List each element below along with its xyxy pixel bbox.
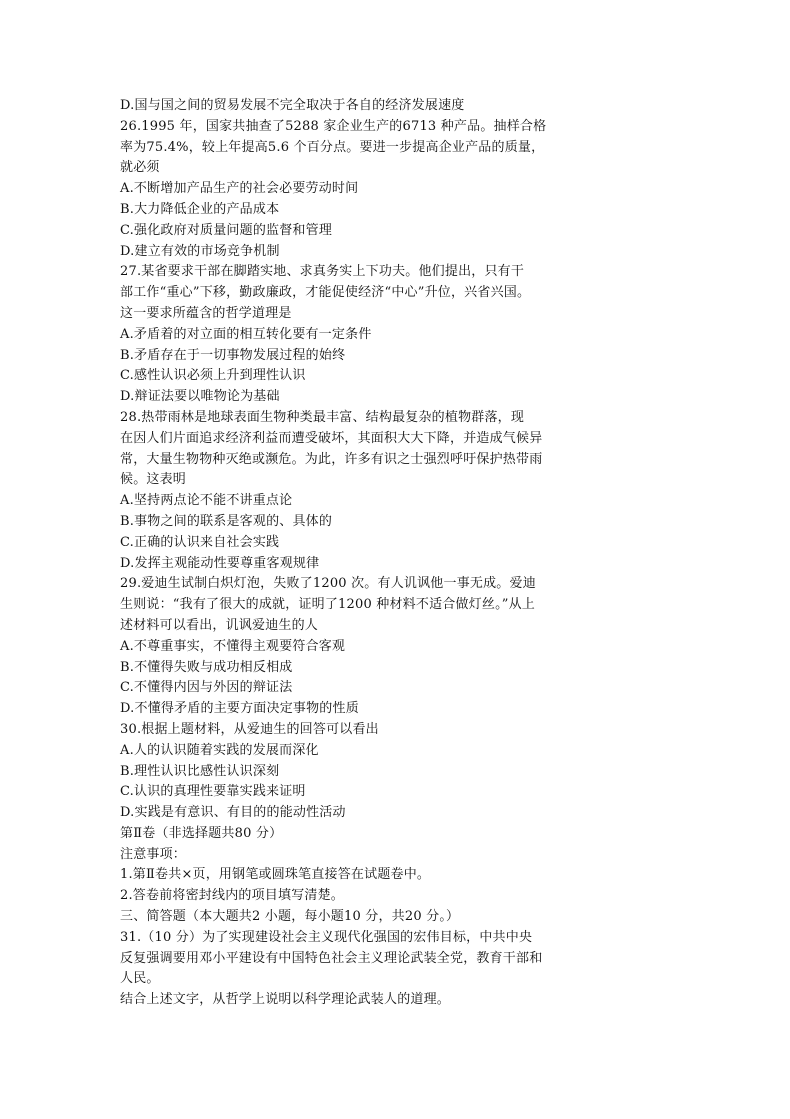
- note-2: 2.答卷前将密封线内的项目填写清楚。: [120, 888, 345, 904]
- note-1: 1.第Ⅱ卷共×页，用钢笔或圆珠笔直接答在试题卷中。: [120, 867, 431, 883]
- question-28-option-c: C.正确的认识来自社会实践: [120, 534, 280, 550]
- question-31-prompt: 结合上述文字，从哲学上说明以科学理论武装人的道理。: [120, 992, 451, 1008]
- question-27-option-d: D.辩证法要以唯物论为基础: [120, 389, 280, 405]
- question-29-stem-cont: 生则说：“我有了很大的成就，证明了1200 种材料不适合做灯丝。”从上: [120, 597, 536, 613]
- question-26-option-d: D.建立有效的市场竞争机制: [120, 243, 280, 259]
- document-page: [120, 96, 600, 1011]
- question-26-stem: 26.1995 年，国家共抽查了5288 家企业生产的6713 种产品。抽样合格: [120, 118, 547, 134]
- section-2-heading: 第Ⅱ卷（非选择题共80 分）: [120, 825, 283, 841]
- question-28-option-a: A.坚持两点论不能不讲重点论: [120, 493, 293, 509]
- question-27-option-a: A.矛盾着的对立面的相互转化要有一定条件: [120, 326, 372, 342]
- question-26-option-a: A.不断增加产品生产的社会必要劳动时间: [120, 181, 359, 197]
- question-28-option-d: D.发挥主观能动性要尊重客观规律: [120, 555, 320, 571]
- question-28-stem-end: 候。这表明: [120, 472, 187, 488]
- question-28-stem: 28.热带雨林是地球表面生物种类最丰富、结构最复杂的植物群落，现: [120, 409, 525, 425]
- short-answer-heading: 三、简答题（本大题共2 小题，每小题10 分，共20 分。）: [120, 909, 460, 925]
- question-29-option-d: D.不懂得矛盾的主要方面决定事物的性质: [120, 701, 359, 717]
- question-30-option-b: B.理性认识比感性认识深刻: [120, 763, 280, 779]
- question-29-option-b: B.不懂得失败与成功相反相成: [120, 659, 293, 675]
- question-30-option-d: D.实践是有意识、有目的的能动性活动: [120, 805, 346, 821]
- question-28-stem-cont-2: 常，大量生物物种灭绝或濒危。为此，许多有识之士强烈呼吁保护热带雨: [120, 451, 543, 467]
- question-28-option-b: B.事物之间的联系是客观的、具体的: [120, 513, 333, 529]
- notes-heading: 注意事项：: [120, 846, 187, 862]
- question-29-stem: 29.爱迪生试制白炽灯泡，失败了1200 次。有人讥讽他一事无成。爱迪: [120, 576, 536, 592]
- question-27-option-b: B.矛盾存在于一切事物发展过程的始终: [120, 347, 346, 363]
- question-27-stem-cont: 部工作“重心”下移，勤政廉政，才能促使经济“中心”升位，兴省兴国。: [120, 285, 531, 301]
- question-29-stem-end: 述材料可以看出，讥讽爱迪生的人: [120, 617, 319, 633]
- question-26-stem-end: 就必须: [120, 160, 160, 176]
- question-26-option-c: C.强化政府对质量问题的监督和管理: [120, 222, 333, 238]
- question-28-stem-cont-1: 在因人们片面追求经济利益而遭受破坏，其面积大大下降，并造成气候异: [120, 430, 543, 446]
- question-29-option-c: C.不懂得内因与外因的辩证法: [120, 680, 293, 696]
- question-31-stem-cont: 反复强调要用邓小平建设有中国特色社会主义理论武装全党，教育干部和: [120, 950, 543, 966]
- question-27-stem: 27.某省要求干部在脚踏实地、求真务实上下功夫。他们提出，只有干: [120, 264, 525, 280]
- question-30-stem: 30.根据上题材料，从爱迪生的回答可以看出: [120, 721, 379, 737]
- question-30-option-c: C.认识的真理性要靠实践来证明: [120, 784, 306, 800]
- question-30-option-a: A.人的认识随着实践的发展而深化: [120, 742, 319, 758]
- question-26-option-b: B.大力降低企业的产品成本: [120, 201, 280, 217]
- question-27-stem-end: 这一要求所蕴含的哲学道理是: [120, 305, 292, 321]
- question-31-stem: 31.（10 分）为了实现建设社会主义现代化强国的宏伟目标，中共中央: [120, 929, 533, 945]
- question-26-stem-cont: 率为75.4%，较上年提高5.6 个百分点。要进一步提高企业产品的质量，: [120, 139, 545, 155]
- question-31-stem-end: 人民。: [120, 971, 160, 987]
- question-29-option-a: A.不尊重事实，不懂得主观要符合客观: [120, 638, 346, 654]
- option-d-q25: D.国与国之间的贸易发展不完全取决于各自的经济发展速度: [120, 98, 465, 113]
- question-27-option-c: C.感性认识必须上升到理性认识: [120, 368, 306, 384]
